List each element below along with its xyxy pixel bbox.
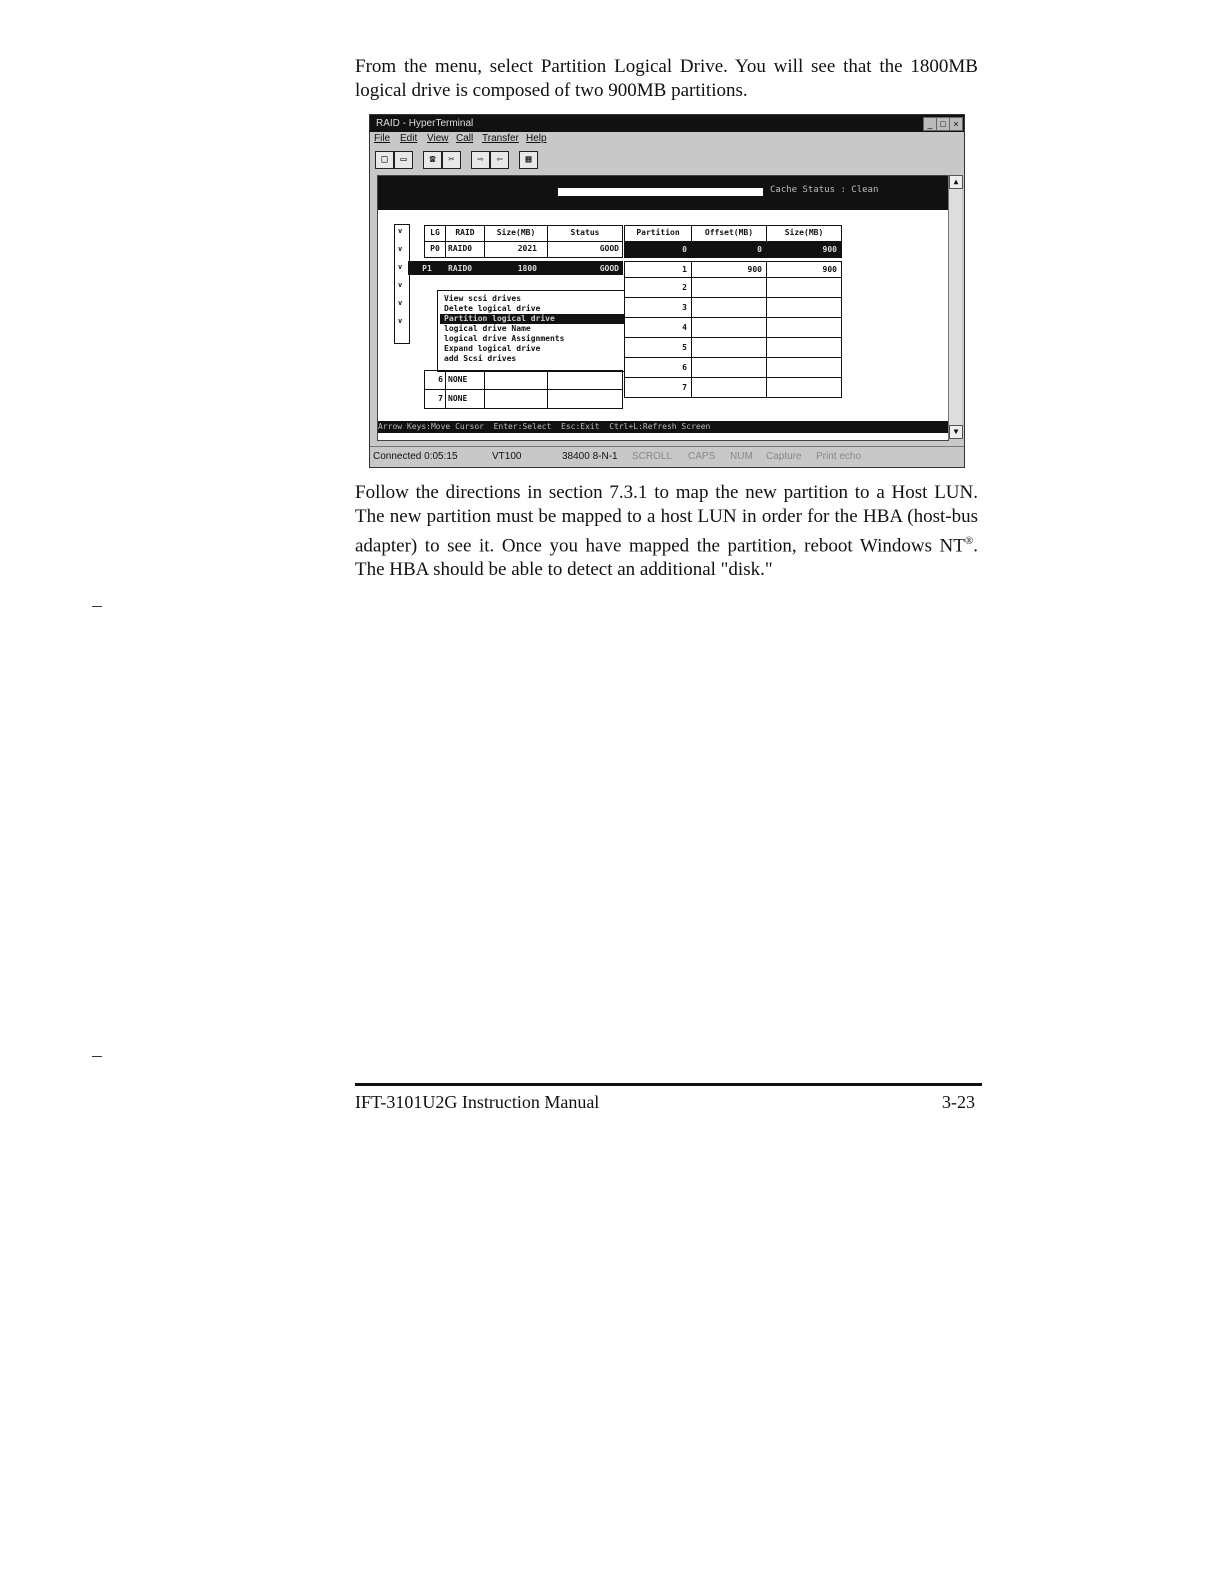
partition-cell[interactable]: 3: [624, 297, 692, 318]
offset-cell[interactable]: [691, 377, 767, 398]
status-print-echo: Print echo: [816, 451, 862, 462]
footer-page-number: 3-23: [942, 1092, 975, 1112]
ld-cell-raid[interactable]: RAID0: [445, 241, 485, 258]
status-capture: Capture: [766, 451, 802, 462]
ld-header-lg: LG: [424, 225, 446, 242]
margin-mark: [92, 606, 102, 607]
size-cell[interactable]: 900: [766, 241, 842, 258]
menu-item-expand-logical-drive[interactable]: Expand logical drive: [444, 344, 541, 353]
size-cell[interactable]: [766, 277, 842, 298]
tree-letter: v: [398, 317, 403, 325]
offset-cell[interactable]: [691, 297, 767, 318]
open-folder-icon[interactable]: ▭: [394, 151, 413, 169]
close-button[interactable]: ×: [949, 117, 963, 131]
scroll-down-icon[interactable]: ▼: [949, 425, 963, 439]
footer-manual-title: IFT-3101U2G Instruction Manual: [355, 1092, 600, 1112]
tree-letter: v: [398, 263, 403, 271]
ld-cell-status[interactable]: GOOD: [547, 241, 623, 258]
partition-cell[interactable]: 2: [624, 277, 692, 298]
keyboard-help-bar: Arrow Keys:Move Cursor Enter:Select Esc:Exit Ctrl+L:Refresh Screen: [378, 421, 948, 433]
ld-cell-lg[interactable]: P0: [424, 241, 446, 258]
partition-cell[interactable]: 0: [624, 241, 692, 258]
menu-item-partition-logical-drive[interactable]: Partition logical drive: [440, 314, 624, 324]
registered-mark: ®: [964, 535, 974, 547]
status-bar: [370, 446, 964, 467]
follow-text-part-1: Follow the directions in section 7.3.1 to map the new partition to a Host LUN. The new partition must be mapped to a host LUN in order for the HBA (host-bus adapter) to see it. Once you have mapped the partition, reboot Windows NT: [355, 482, 978, 557]
window-titlebar: [370, 115, 964, 132]
partition-cell[interactable]: 4: [624, 317, 692, 338]
tree-letter: v: [398, 227, 403, 235]
toolbar: [370, 145, 964, 173]
window-title: RAID - HyperTerminal: [376, 118, 474, 129]
hyperterminal-window: [369, 114, 965, 468]
menu-edit[interactable]: Edit: [400, 133, 418, 144]
ld-cell-size-selected[interactable]: 1800: [484, 261, 548, 275]
ld-cell-size[interactable]: [484, 389, 548, 409]
receive-file-icon[interactable]: ⇦: [490, 151, 509, 169]
size-cell[interactable]: [766, 337, 842, 358]
ld-cell-raid-selected[interactable]: RAID0: [445, 261, 485, 275]
scroll-up-icon[interactable]: ▲: [949, 175, 963, 189]
menu-help[interactable]: Help: [526, 133, 547, 144]
status-baud: 38400 8-N-1: [562, 451, 618, 462]
follow-paragraph: [355, 481, 978, 582]
offset-cell[interactable]: [691, 357, 767, 378]
new-file-icon[interactable]: □: [375, 151, 394, 169]
menu-item-logical-drive-assignments[interactable]: logical drive Assignments: [444, 334, 565, 343]
offset-cell[interactable]: [691, 337, 767, 358]
disconnect-icon[interactable]: ✂: [442, 151, 461, 169]
ld-cell-status-selected[interactable]: GOOD: [547, 261, 623, 275]
offset-cell[interactable]: [691, 317, 767, 338]
partition-cell[interactable]: 5: [624, 337, 692, 358]
part-header-offset: Offset(MB): [691, 225, 767, 242]
cache-status: Cache Status : Clean: [770, 185, 879, 195]
partition-cell[interactable]: 7: [624, 377, 692, 398]
size-cell[interactable]: [766, 377, 842, 398]
follow-text-part-2: . The HBA should be able to detect an additional "disk.": [355, 535, 978, 581]
ld-cell-status[interactable]: [547, 389, 623, 409]
tree-letter: v: [398, 245, 403, 253]
part-header-size: Size(MB): [766, 225, 842, 242]
properties-icon[interactable]: ▦: [519, 151, 538, 169]
tree-letter: v: [398, 299, 403, 307]
terminal-screen[interactable]: [377, 175, 949, 441]
ld-cell-size[interactable]: [484, 370, 548, 390]
offset-cell[interactable]: 0: [691, 241, 767, 258]
ld-cell-lg[interactable]: 6: [424, 370, 446, 390]
menu-item-view-scsi-drives[interactable]: View scsi drives: [444, 294, 522, 303]
menu-item-logical-drive-name[interactable]: logical drive Name: [444, 324, 531, 333]
terminal-header-bar: [378, 176, 948, 210]
ld-cell-lg-selected[interactable]: P1: [408, 261, 446, 275]
part-header-partition: Partition: [624, 225, 692, 242]
status-emulation: VT100: [492, 451, 522, 462]
size-cell[interactable]: [766, 317, 842, 338]
menu-view[interactable]: View: [427, 133, 449, 144]
menu-bar: [370, 132, 964, 145]
menu-file[interactable]: File: [374, 133, 391, 144]
menu-item-delete-logical-drive[interactable]: Delete logical drive: [444, 304, 541, 313]
margin-mark: [92, 1056, 102, 1057]
size-cell[interactable]: [766, 357, 842, 378]
ld-header-raid: RAID: [445, 225, 485, 242]
minimize-button[interactable]: _: [923, 117, 937, 131]
ld-header-size: Size(MB): [484, 225, 548, 242]
partition-cell[interactable]: 6: [624, 357, 692, 378]
status-num: NUM: [730, 451, 753, 462]
size-cell[interactable]: [766, 297, 842, 318]
footer-rule: [355, 1083, 982, 1086]
status-scroll: SCROLL: [632, 451, 673, 462]
phone-call-icon[interactable]: ☎: [423, 151, 442, 169]
status-connected: Connected 0:05:15: [373, 451, 458, 462]
ld-cell-status[interactable]: [547, 370, 623, 390]
maximize-button[interactable]: □: [936, 117, 950, 131]
ld-cell-raid[interactable]: NONE: [445, 389, 485, 409]
header-highlight-bar: [558, 188, 763, 196]
logical-drive-submenu: [437, 290, 625, 372]
ld-header-status: Status: [547, 225, 623, 242]
tree-letter: v: [398, 281, 403, 289]
ld-cell-size[interactable]: 2021: [484, 241, 548, 258]
partition-cell[interactable]: 1: [624, 261, 692, 278]
intro-paragraph: From the menu, select Partition Logical Drive. You will see that the 1800MB logical drive is composed of two 900MB partitions.: [355, 56, 978, 101]
size-cell[interactable]: 900: [766, 261, 842, 278]
menu-call[interactable]: Call: [456, 133, 474, 144]
menu-transfer[interactable]: Transfer: [482, 133, 519, 144]
ld-cell-raid[interactable]: NONE: [445, 370, 485, 390]
tree-bracket: [394, 224, 410, 344]
ld-cell-lg[interactable]: 7: [424, 389, 446, 409]
status-caps: CAPS: [688, 451, 716, 462]
send-file-icon[interactable]: ⇨: [471, 151, 490, 169]
vertical-scrollbar[interactable]: [948, 175, 962, 439]
offset-cell[interactable]: 900: [691, 261, 767, 278]
menu-item-add-scsi-drives[interactable]: add Scsi drives: [444, 354, 517, 363]
offset-cell[interactable]: [691, 277, 767, 298]
